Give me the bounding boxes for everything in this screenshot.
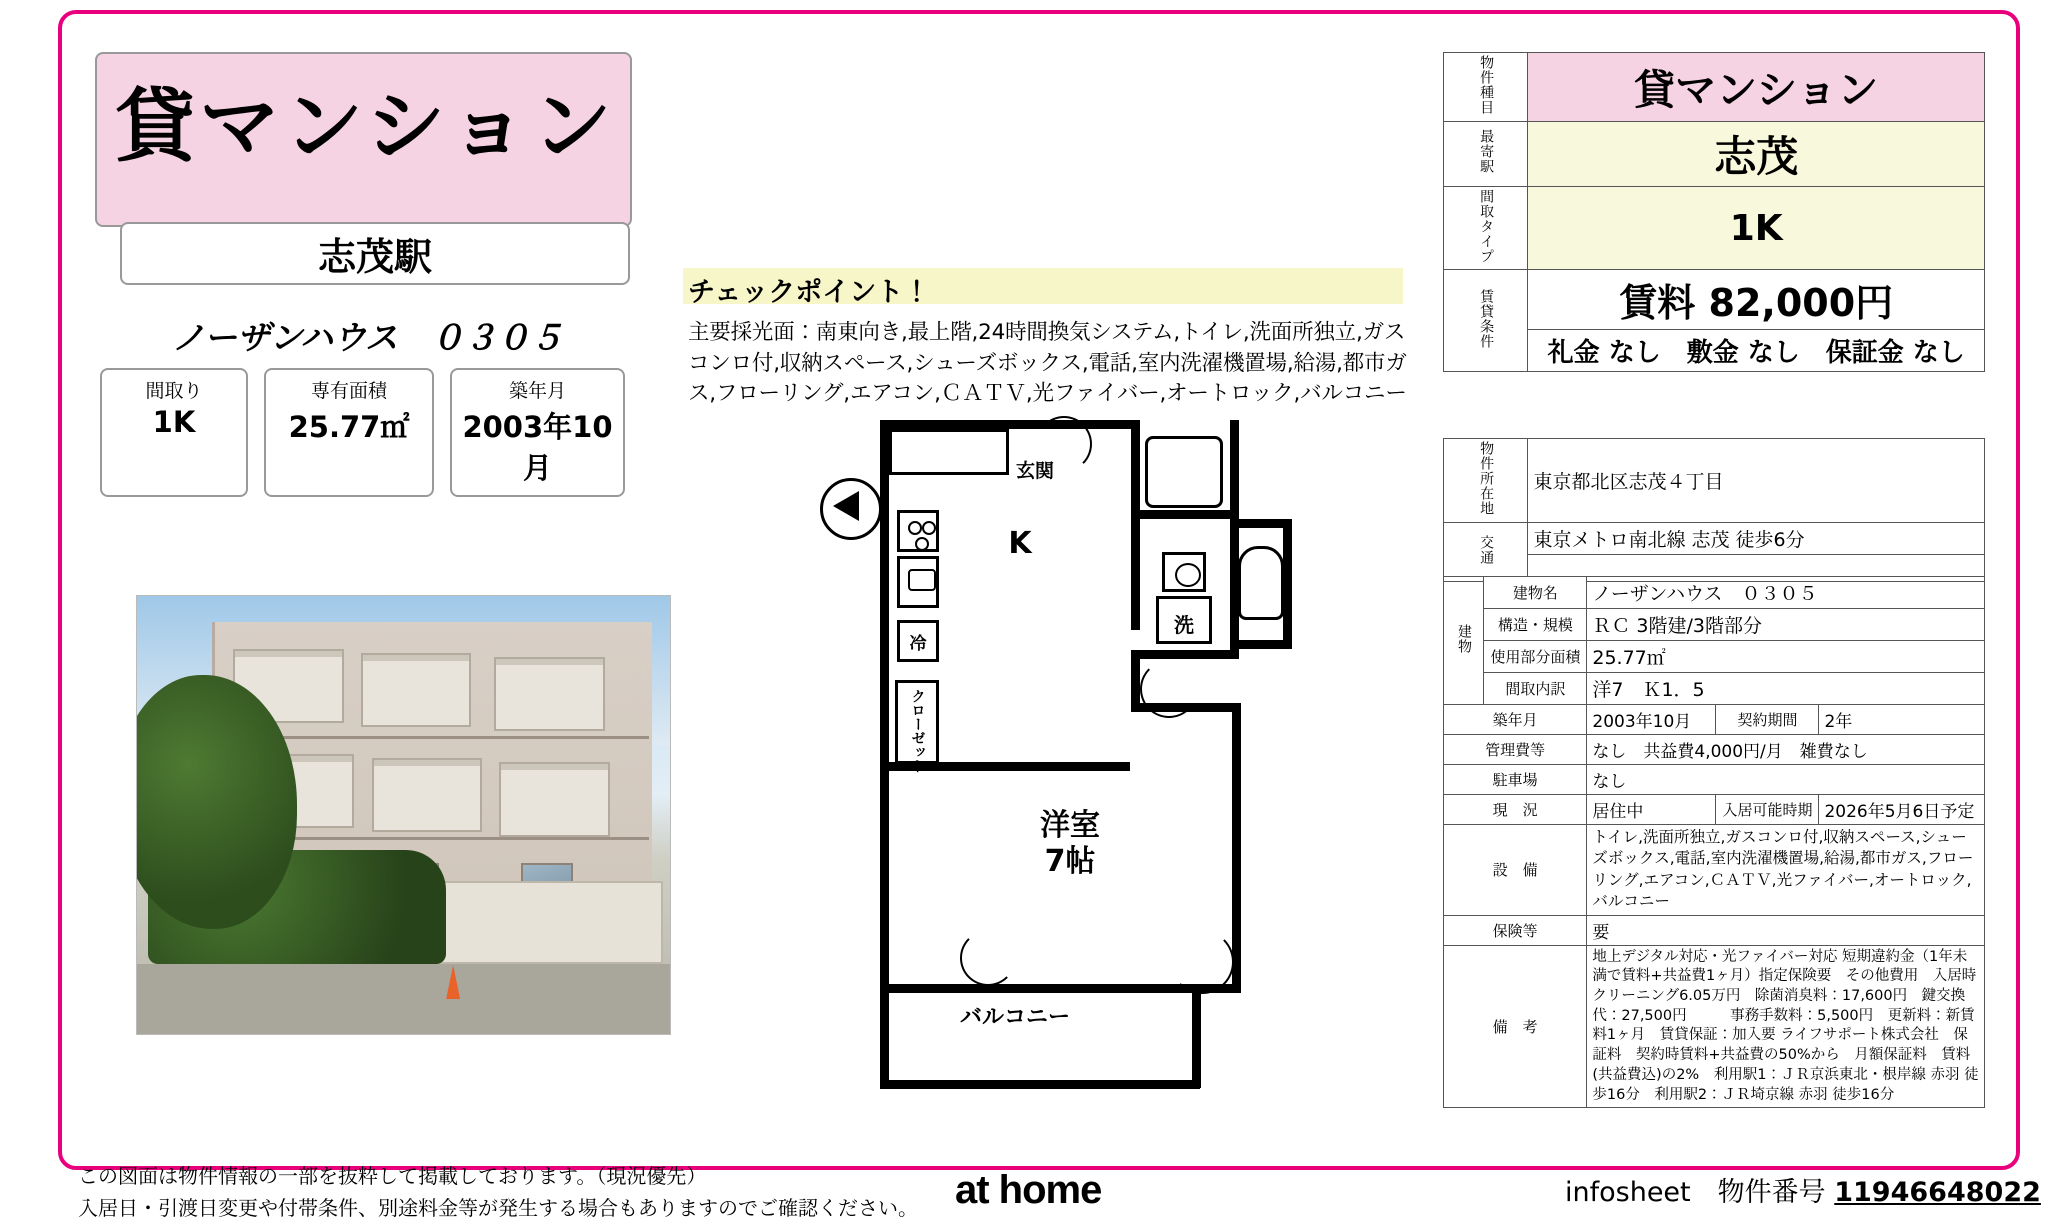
summary-row-rent xyxy=(1444,270,1985,330)
infosheet-block xyxy=(1565,1170,2041,1209)
bathtub-icon xyxy=(1145,436,1223,508)
detail-label-contract: 契約期間 xyxy=(1716,705,1819,735)
spec-built-label: 築年月 xyxy=(508,380,566,402)
washer-box xyxy=(1156,596,1212,644)
detail-row-management xyxy=(1444,735,1985,765)
wall-left-lower xyxy=(880,822,889,992)
wall-left-mid xyxy=(880,532,889,822)
address-row-location xyxy=(1444,439,1985,523)
property-type-box xyxy=(95,52,632,227)
closet-box xyxy=(895,680,939,773)
sink-icon xyxy=(897,556,939,608)
address-value-location: 東京都北区志茂４丁目 xyxy=(1528,439,1985,523)
detail-sub-building-name: 建物名 xyxy=(1484,577,1587,609)
spec-built xyxy=(450,368,625,497)
spec-layout-value: 1K xyxy=(152,405,196,439)
main-room-label: 洋室 xyxy=(1040,808,1100,843)
detail-label-parking: 駐車場 xyxy=(1444,765,1587,795)
door-arc-entrance xyxy=(1036,416,1092,472)
detail-value-contract: 2年 xyxy=(1819,705,1985,735)
station-label: 志茂駅 xyxy=(317,235,432,279)
detail-row-insurance xyxy=(1444,915,1985,945)
summary-label-type: 物件種目 xyxy=(1444,53,1528,122)
detail-value-movein: 2026年5月6日予定 xyxy=(1819,795,1985,825)
spec-row xyxy=(100,368,625,497)
detail-value-layout: 洋7 Ｋ1．5 xyxy=(1587,673,1985,705)
footer-note-line1: この図面は物件情報の一部を抜粋して掲載しております。（現況優先） xyxy=(78,1164,707,1188)
summary-value-layout: 1K xyxy=(1528,186,1985,270)
detail-value-structure: ＲＣ 3階建/3階部分 xyxy=(1587,609,1985,641)
detail-row-parking xyxy=(1444,765,1985,795)
door-arc-balcony xyxy=(1170,930,1234,994)
wall-room-right xyxy=(1232,703,1241,993)
address-box xyxy=(1443,438,1985,582)
summary-row-type xyxy=(1444,53,1985,122)
wall-bath-left xyxy=(1131,510,1140,630)
summary-row-layout xyxy=(1444,186,1985,270)
detail-label-management: 管理費等 xyxy=(1444,735,1587,765)
door-arc-closet xyxy=(960,930,1016,986)
detail-row-equipment xyxy=(1444,825,1985,916)
detail-label-equipment: 設 備 xyxy=(1444,825,1587,916)
spec-built-value: 2003年10月 xyxy=(462,410,613,485)
detail-row-status xyxy=(1444,795,1985,825)
wall-left-upper xyxy=(880,420,889,532)
summary-label-station: 最寄駅 xyxy=(1444,121,1528,186)
detail-row-layout-breakdown xyxy=(1444,673,1985,705)
summary-row-station xyxy=(1444,121,1985,186)
detail-value-remarks: 地上デジタル対応・光ファイバー対応 短期違約金（1年未満で賃料+共益費1ヶ月）指定保険要 その他費用 入居時クリーニング6.05万円 除菌消臭料：17,600円 鍵交換代：27,500円 事務手数料：5,500円 更新料：新賃料1ヶ月 賃貸保証：加入要 ライフサポート株式会社 保証料 契約時賃料+共益費の50%から 月額保証料 賃料(共益費込)の2% 利用駅1：ＪＲ京浜東北・根岸線 赤羽 徒歩16分 利用駅2：ＪＲ埼京線 赤羽 徒歩16分 xyxy=(1587,945,1985,1108)
fridge-label: 冷 xyxy=(909,633,927,654)
detail-row-building-name xyxy=(1444,577,1985,609)
building-photo xyxy=(136,595,671,1035)
photo-front-wall xyxy=(414,881,663,964)
detail-sub-structure: 構造・規模 xyxy=(1484,609,1587,641)
detail-value-equipment: トイレ,洗面所独立,ガスコンロ付,収納スペース,シューズボックス,電話,室内洗濯機置場,給湯,都市ガス,フローリング,エアコン,ＣＡＴＶ,光ファイバー,オートロック,バルコニー xyxy=(1587,825,1985,916)
washbasin-icon xyxy=(1162,552,1206,592)
address-value-access: 東京メトロ南北線 志茂 徒歩6分 xyxy=(1528,522,1985,554)
fridge-icon xyxy=(897,620,939,662)
main-room-size: 7帖 xyxy=(1044,844,1096,879)
entrance-label: 玄関 xyxy=(1015,460,1054,482)
detail-value-parking: なし xyxy=(1587,765,1985,795)
address-label-access: 交通 xyxy=(1444,522,1528,581)
detail-row-remarks xyxy=(1444,945,1985,1108)
property-type-title: 貸マンション xyxy=(115,80,616,173)
wall-balcony-right xyxy=(1192,992,1201,1088)
summary-value-rent: 賃料 82,000円 xyxy=(1528,270,1985,330)
kitchen-label: K xyxy=(1008,526,1032,561)
detail-label-building: 建物 xyxy=(1444,577,1484,705)
infosheet-number: 11946648022 xyxy=(1834,1177,2041,1208)
stove-icon xyxy=(897,510,939,552)
spec-layout xyxy=(100,368,248,497)
wall-bath-top xyxy=(1131,510,1239,519)
detail-sub-area: 使用部分面積 xyxy=(1484,641,1587,673)
wall-top xyxy=(880,420,1140,429)
wall-toilet-right xyxy=(1283,519,1292,649)
wall-balcony-bottom xyxy=(880,1080,1200,1089)
toilet-icon xyxy=(1238,546,1284,620)
wall-right-upper xyxy=(1131,420,1140,510)
summary-label-layout: 間取タイプ xyxy=(1444,186,1528,270)
detail-value-insurance: 要 xyxy=(1587,915,1985,945)
detail-row-structure xyxy=(1444,609,1985,641)
summary-value-type: 貸マンション xyxy=(1528,53,1985,122)
athome-logo xyxy=(955,1168,1101,1213)
photo-balcony-5 xyxy=(372,758,483,832)
detail-value-status: 居住中 xyxy=(1587,795,1716,825)
door-arc-room xyxy=(1140,660,1198,718)
photo-balcony-3 xyxy=(494,657,605,731)
closet-label: クローゼット xyxy=(909,689,926,773)
athome-logo-text: at home xyxy=(955,1168,1102,1212)
washer-label: 洗 xyxy=(1174,613,1194,637)
detail-table xyxy=(1443,576,1985,1108)
detail-label-movein: 入居可能時期 xyxy=(1716,795,1819,825)
address-table xyxy=(1443,438,1985,582)
spec-area-value: 25.77㎡ xyxy=(288,410,410,444)
spec-area xyxy=(264,368,434,497)
wall-toilet-bottom xyxy=(1239,640,1291,649)
spec-area-label: 専有面積 xyxy=(310,380,387,402)
detail-row-built xyxy=(1444,705,1985,735)
compass-icon xyxy=(820,478,882,540)
station-box xyxy=(120,222,630,285)
checkpoint-title: チェックポイント！ xyxy=(688,277,931,308)
wall-bath-bottom xyxy=(1131,650,1239,659)
footer-note xyxy=(78,1160,918,1224)
detail-label-status: 現 況 xyxy=(1444,795,1587,825)
wall-bath-right-up xyxy=(1230,420,1239,519)
detail-row-area xyxy=(1444,641,1985,673)
detail-value-area: 25.77㎡ xyxy=(1587,641,1985,673)
balcony-label: バルコニー xyxy=(959,1005,1070,1030)
building-name: ノーザンハウス ０３０５ xyxy=(171,318,564,357)
detail-sub-layout: 間取内訳 xyxy=(1484,673,1587,705)
photo-ground xyxy=(137,964,670,1034)
wall-balcony-left xyxy=(880,992,889,1088)
summary-table xyxy=(1443,52,1985,372)
detail-label-remarks: 備 考 xyxy=(1444,945,1587,1108)
detail-box xyxy=(1443,576,1985,1108)
summary-value-conditions: 礼金 なし 敷金 なし 保証金 なし xyxy=(1528,330,1985,372)
summary-label-rentcond: 賃貸条件 xyxy=(1444,270,1528,372)
detail-value-management: なし 共益費4,000円/月 雑費なし xyxy=(1587,735,1985,765)
summary-value-station: 志茂 xyxy=(1528,121,1985,186)
address-label-location: 物件所在地 xyxy=(1444,439,1528,523)
detail-value-built: 2003年10月 xyxy=(1587,705,1716,735)
photo-balcony-6 xyxy=(499,762,610,836)
address-row-access xyxy=(1444,522,1985,554)
detail-label-built: 築年月 xyxy=(1444,705,1587,735)
infosheet-label: infosheet 物件番号 xyxy=(1565,1177,1826,1208)
photo-balcony-2 xyxy=(361,653,472,727)
footer-note-line2: 入居日・引渡日変更や付帯条件、別途料金等が発生する場合もありますのでご確認ください。 xyxy=(78,1196,918,1220)
floor-plan xyxy=(840,460,1360,1100)
detail-label-insurance: 保険等 xyxy=(1444,915,1587,945)
detail-value-building-name: ノーザンハウス ０３０５ xyxy=(1587,577,1985,609)
spec-layout-label: 間取り xyxy=(145,380,203,402)
summary-box xyxy=(1443,52,1985,372)
checkpoint-body: 主要採光面：南東向き,最上階,24時間換気システム,トイレ,洗面所独立,ガスコンロ付,収納スペース,シューズボックス,電話,室内洗濯機置場,給湯,都市ガス,フローリング,エアコン,ＣＡＴＶ,光ファイバー,オートロック,バルコニー xyxy=(688,320,1407,407)
